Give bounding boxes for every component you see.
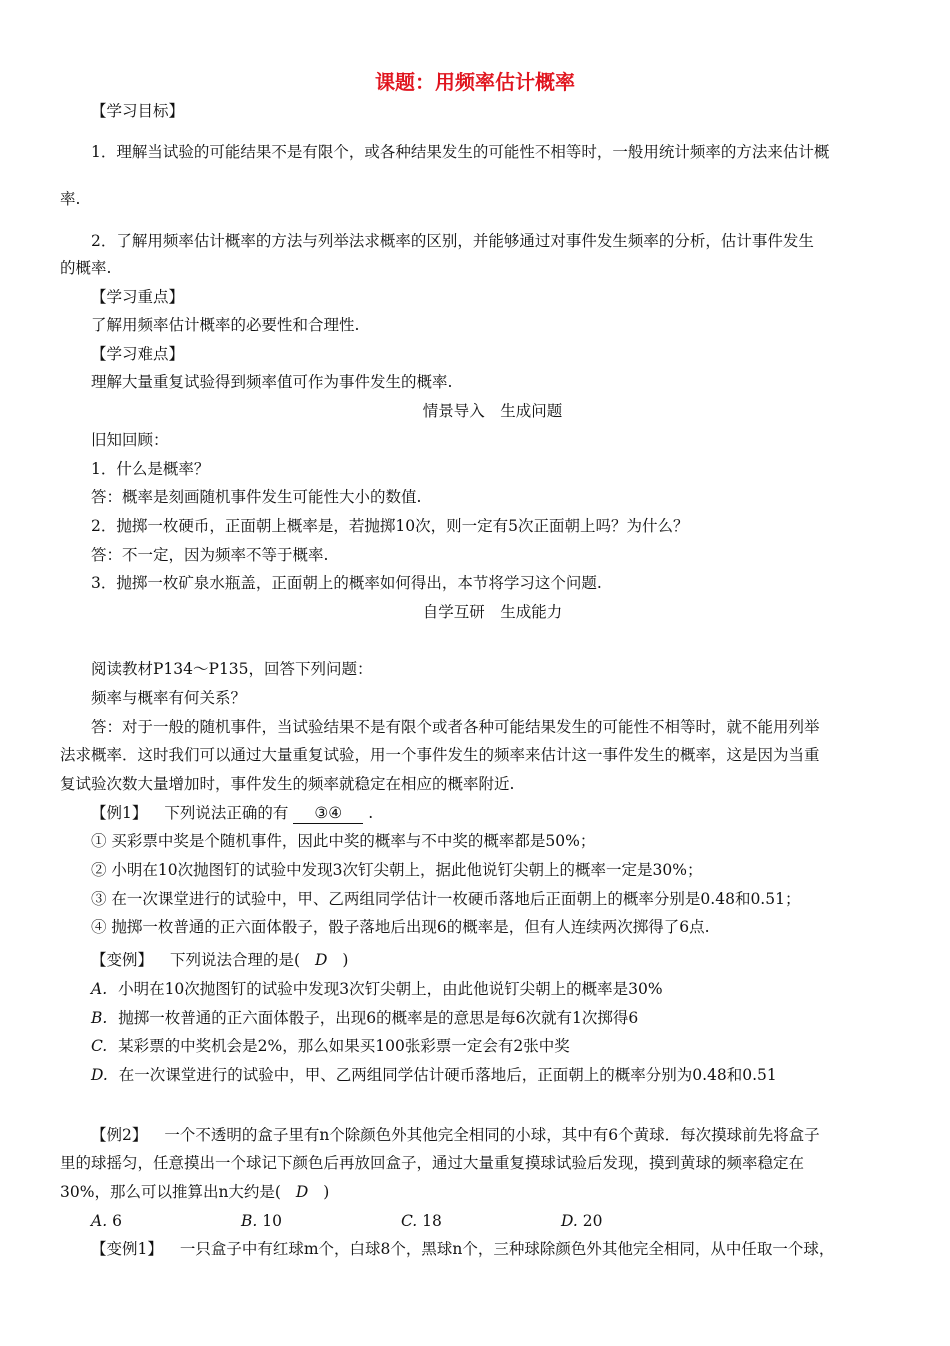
example-1-label: 【例1】 (91, 804, 148, 822)
question-2: 2．抛掷一枚硬币，正面朝上概率是，若抛掷10次，则一定有5次正面朝上吗？为什么？ (91, 517, 689, 535)
variant-1-label: 【变例】 (91, 951, 154, 969)
variant-1-answer: D (314, 951, 328, 969)
variant-1-stem: 【变例】 下列说法合理的是( D ) (91, 951, 349, 969)
variant-1-option-a: A. 小明在10次抛图钉的试验中发现3次钉尖朝上，由此他说钉尖朝上的概率是30% (91, 980, 663, 998)
example-2-answer: D (295, 1183, 309, 1201)
objective-2-line-2: 的概率. (60, 259, 112, 277)
example-2-option-d: D. 20 (561, 1212, 603, 1230)
relation-answer-line-3: 复试验次数大量增加时，事件发生的频率就稳定在相应的概率附近. (60, 775, 515, 793)
variant-2-line-1: 【变例1】 一只盒子中有红球m个，白球8个，黑球n个，三种球除颜色外其他完全相同，从中任取一个球， (91, 1240, 835, 1258)
example-2-line-3: 30%，那么可以推算出n大约是( D ) (60, 1183, 330, 1201)
section-1-heading: 情景导入 生成问题 (422, 402, 563, 420)
example-1-statement-3: ③ 在一次课堂进行的试验中，甲、乙两组同学估计一枚硬币落地后正面朝上的概率分别是0.48和0.51； (91, 890, 801, 908)
relation-answer-line-2: 法求概率．这时我们可以通过大量重复试验，用一个事件发生的频率来估计这一事件发生的概率，这是因为当重 (60, 746, 820, 764)
example-2-label: 【例2】 (91, 1126, 148, 1144)
key-points-text: 了解用频率估计概率的必要性和合理性. (91, 316, 360, 334)
difficulties-text: 理解大量重复试验得到频率值可作为事件发生的概率. (91, 373, 453, 391)
example-2-option-b: B. 10 (241, 1212, 282, 1230)
variant-2-label: 【变例1】 (91, 1240, 163, 1258)
example-1-statement-4: ④ 抛掷一枚普通的正六面体骰子，骰子落地后出现6的概率是，但有人连续两次掷得了6点. (91, 918, 710, 936)
example-2-line-2: 里的球摇匀，任意摸出一个球记下颜色后再放回盒子，通过大量重复摸球试验后发现，摸到黄球的频率稳定在 (60, 1154, 805, 1172)
question-3: 3．抛掷一枚矿泉水瓶盖，正面朝上的概率如何得出，本节将学习这个问题. (91, 574, 602, 592)
example-2-option-a: A. 6 (91, 1212, 122, 1230)
question-1: 1．什么是概率？ (91, 460, 210, 478)
answer-2: 答：不一定，因为频率不等于概率. (91, 546, 329, 564)
variant-1-option-d: D. 在一次课堂进行的试验中，甲、乙两组同学估计硬币落地后，正面朝上的概率分别为0.48和0.51 (91, 1066, 777, 1084)
objective-1-line-1: 1．理解当试验的可能结果不是有限个，或各种结果发生的可能性不相等时，一般用统计频率的方法来估计概 (91, 143, 830, 161)
reading-instruction: 阅读教材P134～P135，回答下列问题： (91, 660, 373, 678)
answer-1: 答：概率是刻画随机事件发生可能性大小的数值. (91, 488, 422, 506)
variant-1-option-b: B. 抛掷一枚普通的正六面体骰子，出现6的概率是的意思是每6次就有1次掷得6 (91, 1009, 639, 1027)
review-label: 旧知回顾： (91, 431, 169, 449)
variant-1-option-c: C. 某彩票的中奖机会是2%，那么如果买100张彩票一定会有2张中奖 (91, 1037, 570, 1055)
example-2-options (91, 1211, 602, 1231)
relation-question: 频率与概率有何关系？ (91, 689, 247, 707)
example-1-statement-2: ② 小明在10次抛图钉的试验中发现3次钉尖朝上，据此他说钉尖朝上的概率一定是30%； (91, 861, 703, 879)
section-2-heading: 自学互研 生成能力 (422, 603, 563, 621)
relation-answer-line-1: 答：对于一般的随机事件，当试验结果不是有限个或者各种可能结果发生的可能性不相等时，就不能用列举 (91, 718, 820, 736)
example-1-answer: ③④ (293, 803, 363, 824)
key-points-heading: 【学习重点】 (91, 288, 185, 306)
difficulties-heading: 【学习难点】 (91, 345, 185, 363)
objectives-heading: 【学习目标】 (91, 102, 185, 120)
page-title: 课题：用频率估计概率 (375, 70, 575, 94)
objective-2-line-1: 2．了解用频率估计概率的方法与列举法求概率的区别，并能够通过对事件发生频率的分析，估计事件发生 (91, 232, 814, 250)
example-1-statement-1: ① 买彩票中奖是个随机事件，因此中奖的概率与不中奖的概率都是50%； (91, 832, 596, 850)
example-1-stem: 【例1】 下列说法正确的有 ③④ . (91, 804, 374, 822)
example-2-line-1: 【例2】 一个不透明的盒子里有n个除颜色外其他完全相同的小球，其中有6个黄球．每次摸球前先将盒子 (91, 1126, 820, 1144)
objective-1-line-2: 率. (60, 190, 81, 208)
example-2-option-c: C. 18 (401, 1212, 442, 1230)
